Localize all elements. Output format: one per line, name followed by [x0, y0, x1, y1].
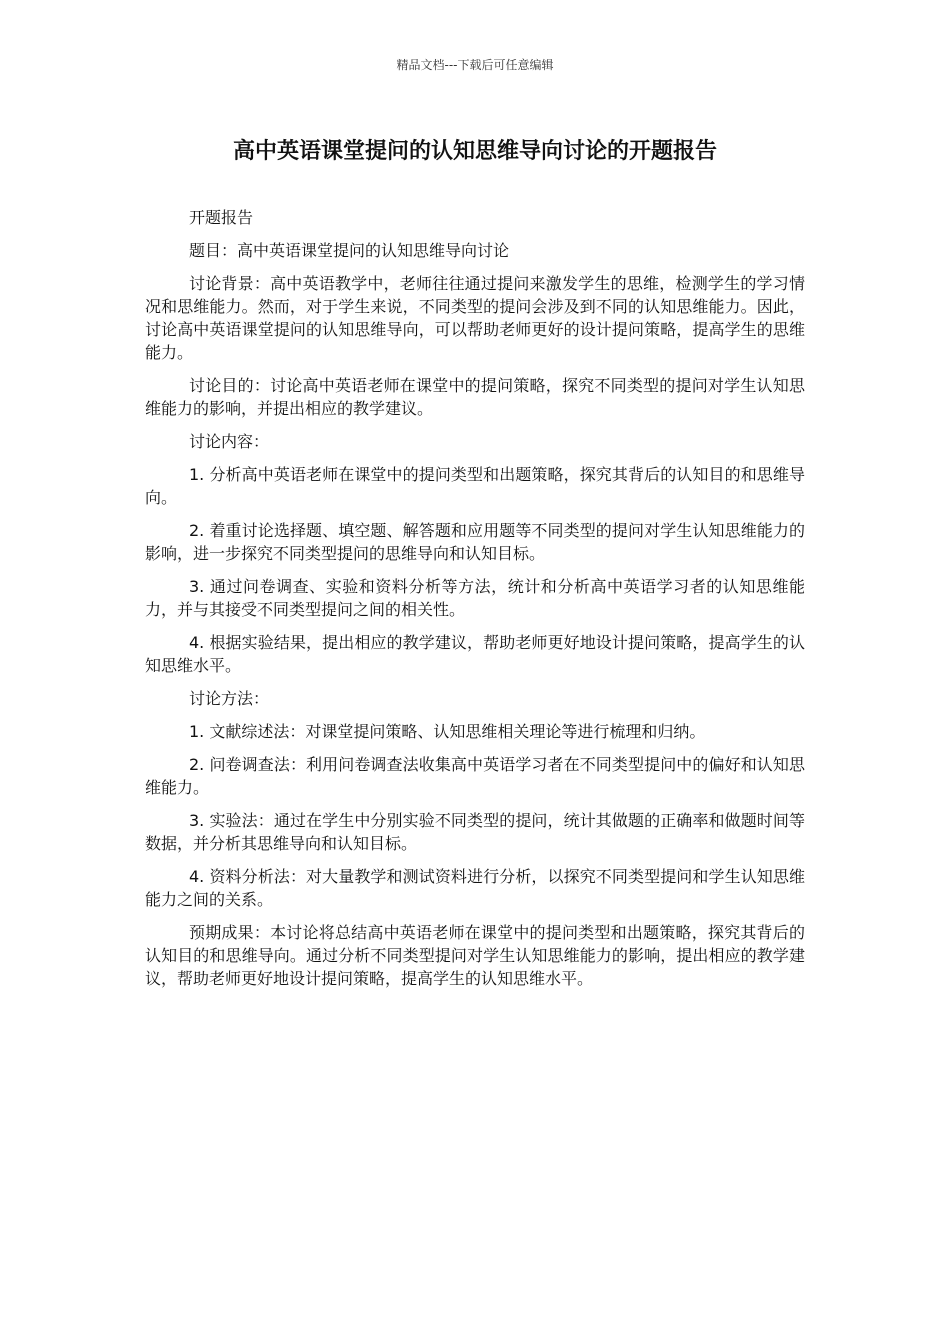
paragraph-topic: 题目：高中英语课堂提问的认知思维导向讨论	[189, 241, 510, 260]
paragraph-method-item-1: 1. 文献综述法：对课堂提问策略、认知思维相关理论等进行梳理和归纳。	[189, 722, 706, 741]
paragraph-expected-results: 预期成果：本讨论将总结高中英语老师在课堂中的提问类型和出题策略，探究其背后的认知目的和思维导向。通过分析不同类型提问对学生认知思维能力的影响，提出相应的教学建议，帮助老师更好地设计提问策略，提高学生的认知思维水平。	[145, 923, 805, 988]
paragraph-content-item-4: 4. 根据实验结果，提出相应的教学建议，帮助老师更好地设计提问策略，提高学生的认知思维水平。	[145, 633, 805, 675]
document-title: 高中英语课堂提问的认知思维导向讨论的开题报告	[232, 139, 717, 164]
paragraph-purpose: 讨论目的：讨论高中英语老师在课堂中的提问策略，探究不同类型的提问对学生认知思维能力的影响，并提出相应的教学建议。	[145, 376, 805, 418]
paragraph-content-item-2: 2. 着重讨论选择题、填空题、解答题和应用题等不同类型的提问对学生认知思维能力的影响，进一步探究不同类型提问的思维导向和认知目标。	[145, 521, 805, 563]
paragraph-method-item-4: 4. 资料分析法：对大量教学和测试资料进行分析，以探究不同类型提问和学生认知思维能力之间的关系。	[145, 867, 805, 909]
header-note: 精品文档---下载后可任意编辑	[396, 58, 554, 72]
document-body	[145, 206, 805, 1000]
paragraph-method-heading: 讨论方法：	[189, 689, 270, 708]
paragraph-method-item-2: 2. 问卷调查法：利用问卷调查法收集高中英语学习者在不同类型提问中的偏好和认知思维能力。	[145, 755, 805, 797]
paragraph-background: 讨论背景：高中英语教学中，老师往往通过提问来激发学生的思维，检测学生的学习情况和思维能力。然而，对于学生来说，不同类型的提问会涉及到不同的认知思维能力。因此，讨论高中英语课堂提问的认知思维导向，可以帮助老师更好的设计提问策略，提高学生的思维能力。	[145, 274, 805, 362]
paragraph-content-item-1: 1. 分析高中英语老师在课堂中的提问类型和出题策略，探究其背后的认知目的和思维导向。	[145, 465, 805, 507]
paragraph-content-heading: 讨论内容：	[189, 432, 270, 451]
paragraph-report-label: 开题报告	[189, 208, 254, 227]
paragraph-content-item-3: 3. 通过问卷调查、实验和资料分析等方法，统计和分析高中英语学习者的认知思维能力，并与其接受不同类型提问之间的相关性。	[145, 577, 805, 619]
paragraph-method-item-3: 3. 实验法：通过在学生中分别实验不同类型的提问，统计其做题的正确率和做题时间等数据，并分析其思维导向和认知目标。	[145, 811, 805, 853]
